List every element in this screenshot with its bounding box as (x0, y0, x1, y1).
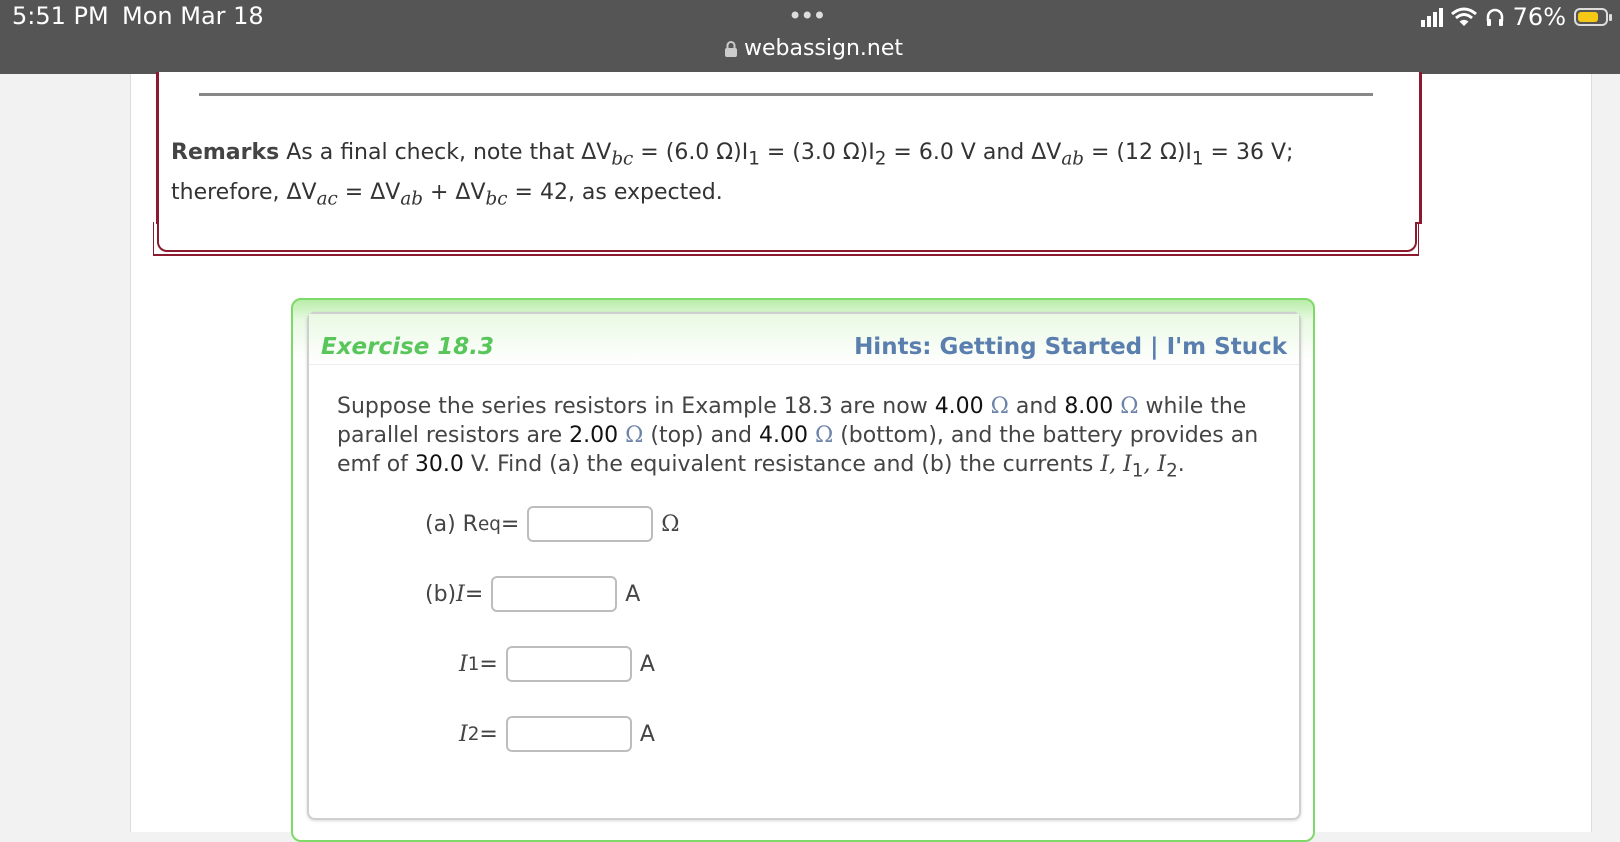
question-sub: 1 (1131, 460, 1144, 482)
question-value: 8.00 (1064, 394, 1114, 419)
question-text: (bottom), and the battery provides an emf of (337, 423, 1259, 477)
multitask-dots-icon[interactable]: ••• (788, 2, 825, 30)
remarks-text: + ΔV (423, 180, 486, 206)
remarks-text: = (6.0 Ω)I (633, 140, 749, 165)
answer-row-i (425, 576, 640, 612)
hint-separator: | (1142, 334, 1167, 360)
remarks-label: Remarks (171, 140, 280, 165)
current-i2-input[interactable] (506, 716, 632, 752)
signal-icon (1421, 7, 1443, 27)
remarks-text: therefore, ΔV (171, 180, 317, 206)
answer-label: (a) R (425, 511, 478, 537)
current-i1-input[interactable] (506, 646, 632, 682)
unit-ampere: A (625, 581, 641, 607)
question-var: , I (1143, 452, 1167, 477)
remarks-text: As a final check, note that ΔV (279, 140, 612, 165)
remarks-sub: 1 (1191, 148, 1204, 170)
status-indicators (1421, 2, 1608, 32)
answer-row-i2 (459, 716, 655, 752)
question-sub: 2 (1166, 460, 1178, 482)
question-value: 2.00 (569, 423, 619, 448)
wifi-icon (1451, 7, 1477, 27)
answer-label: (b) (425, 581, 457, 607)
unit-ampere: A (639, 651, 655, 677)
remarks-sub: 1 (748, 148, 760, 170)
battery-icon (1574, 8, 1608, 26)
status-bar (0, 0, 1620, 74)
answer-eq: = (464, 581, 484, 607)
ohm-symbol: Ω (814, 423, 834, 448)
question-text: and (1008, 394, 1065, 419)
ohm-symbol: Ω (1120, 394, 1139, 419)
example-box (156, 72, 1422, 224)
headphones-icon (1485, 7, 1505, 27)
example-box-footer (157, 222, 1417, 252)
remarks-sub: 2 (874, 148, 887, 170)
unit-ohm: Ω (661, 511, 680, 537)
remarks-sub: bc (611, 148, 634, 170)
remarks-sub: ab (400, 188, 423, 210)
remarks-text: = ΔV (337, 180, 401, 206)
answer-eq: = (479, 651, 498, 677)
answer-var: I (456, 581, 465, 607)
ohm-symbol: Ω (990, 394, 1009, 419)
remarks-text: = 6.0 V and ΔV (886, 140, 1062, 165)
ohm-symbol: Ω (625, 423, 644, 448)
hints-bar (854, 334, 1287, 360)
question-value: 4.00 (934, 394, 984, 419)
hint-stuck-link[interactable]: I'm Stuck (1166, 334, 1287, 360)
remarks-sub: bc (485, 188, 508, 210)
req-input[interactable] (527, 506, 653, 542)
answer-sub: 2 (467, 723, 480, 745)
exercise-header (309, 314, 1299, 365)
divider (199, 93, 1373, 96)
answer-eq: = (500, 511, 520, 537)
exercise-question (337, 392, 1267, 485)
remarks-text: = (3.0 Ω)I (759, 140, 875, 165)
question-var: I, I (1100, 452, 1132, 477)
answer-eq: = (479, 721, 498, 747)
page-content (130, 74, 1592, 832)
answer-var: I (459, 721, 468, 747)
exercise-card (307, 312, 1301, 820)
current-i-input[interactable] (491, 576, 617, 612)
answer-sub: 1 (467, 653, 480, 675)
battery-fill (1578, 12, 1598, 22)
url-text: webassign.net (744, 36, 904, 61)
remarks-text: = (12 Ω)I (1084, 140, 1192, 165)
address-bar[interactable] (724, 36, 903, 61)
question-text: V. Find (a) the equivalent resistance and (b) the currents (463, 452, 1101, 477)
remarks-paragraph (171, 136, 1411, 217)
remarks-sub: ab (1061, 148, 1085, 170)
remarks-text: = 36 V; (1203, 140, 1294, 165)
hint-getting-started-link[interactable]: Hints: Getting Started (854, 334, 1143, 360)
unit-ampere: A (639, 721, 655, 747)
lock-icon (724, 40, 738, 58)
question-value: 30.0 (414, 452, 464, 477)
answer-var: I (459, 651, 468, 677)
question-text: (top) and (643, 423, 759, 448)
battery-percent: 76% (1512, 3, 1566, 31)
exercise-panel (291, 298, 1315, 842)
question-value: 4.00 (758, 423, 808, 448)
remarks-text: = 42, as expected. (507, 180, 723, 206)
question-text: Suppose the series resistors in Example 18.3 are now (337, 394, 935, 419)
answer-sub: eq (477, 513, 501, 535)
remarks-sub: ac (316, 188, 338, 210)
status-date: Mon Mar 18 (122, 2, 264, 30)
question-text: . (1177, 452, 1185, 477)
answer-row-i1 (459, 646, 655, 682)
question-text: while the parallel resistors are (337, 394, 1247, 448)
status-time: 5:51 PM (12, 2, 109, 30)
exercise-title: Exercise 18.3 (321, 334, 495, 360)
answer-row-req (425, 506, 680, 542)
